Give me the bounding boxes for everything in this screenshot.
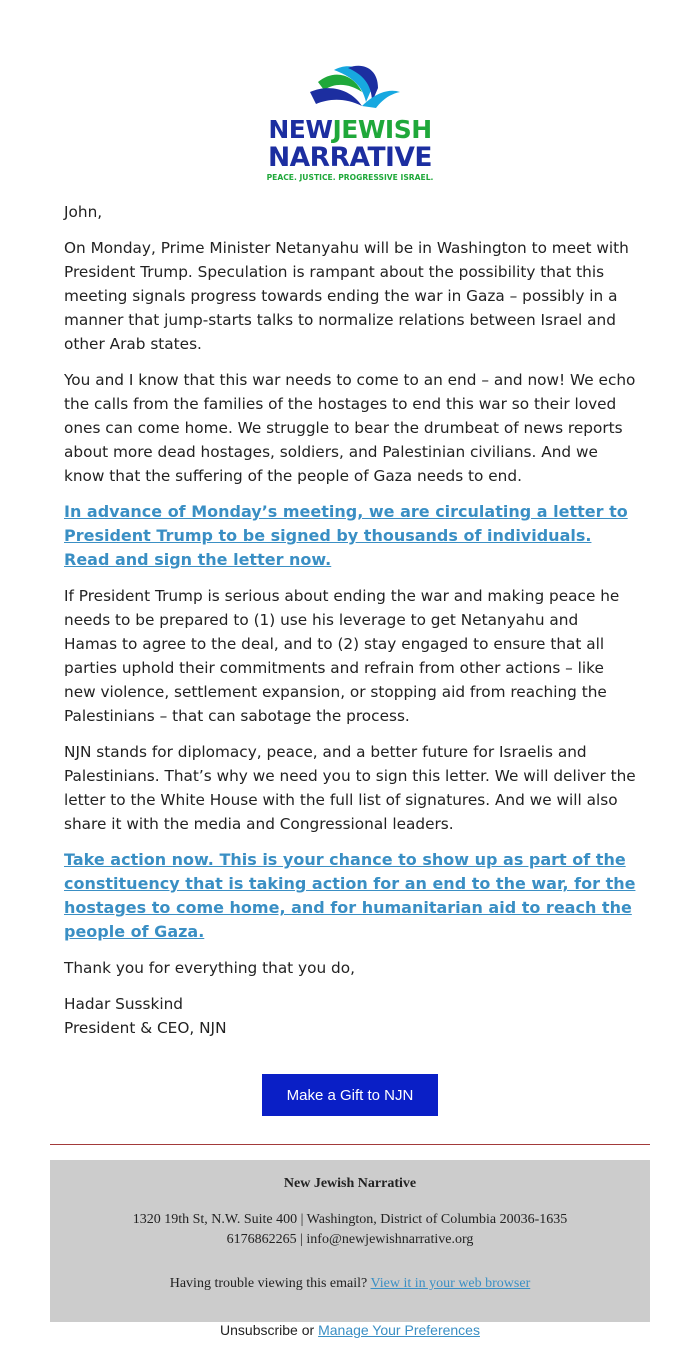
unsubscribe-link[interactable]: Unsubscribe: [220, 1322, 298, 1338]
signer-name: Hadar Susskind: [64, 995, 183, 1013]
logo: [0, 62, 700, 186]
logo-jewish: JEWISH: [332, 115, 432, 144]
logo-line1: [268, 115, 431, 144]
take-action-link[interactable]: Take action now. This is your chance to show up as part of the constituency that is taking action for an end to the war, for the hostages to come home, and for humanitarian aid to reach the people of Gaza.: [64, 850, 636, 941]
sign-letter-link[interactable]: In advance of Monday’s meeting, we are circulating a letter to President Trump to be signed by thousands of individuals. Read and sign the letter now.: [64, 502, 628, 569]
view-in-browser-link[interactable]: View it in your web browser: [370, 1276, 531, 1291]
footer-trouble: [50, 1276, 650, 1292]
signer-title: President & CEO, NJN: [64, 1019, 227, 1037]
logo-narrative: NARRATIVE: [268, 142, 432, 173]
paragraph-4: NJN stands for diplomacy, peace, and a better future for Israelis and Palestinians. That’s why we need you to sign this letter. We will deliver the letter to the White House with the full list of signatures. And we will also share it with the media and Congressional leaders.: [64, 743, 636, 833]
divider: [50, 1144, 650, 1145]
email-body: [64, 200, 636, 1052]
footer-address: 1320 19th St, N.W. Suite 400 | Washington, District of Columbia 20036-1635: [132, 1212, 568, 1227]
footer-org-name: New Jewish Narrative: [283, 1176, 417, 1191]
dove-icon: [310, 66, 400, 108]
paragraph-3: If President Trump is serious about ending the war and making peace he needs to be prepared to (1) use his leverage to get Netanyahu and Hamas to agree to the deal, and to (2) stay engaged to ensure that all parties uphold their commitments and refrain from other actions – like new violence, settlement expansion, or stopping aid from reaching the Palestinians – that can sabotage the process.: [64, 587, 620, 725]
greeting: John,: [64, 203, 103, 221]
footer-address-block: [50, 1210, 650, 1250]
footer-contact: 6176862265 | info@newjewishnarrative.org: [226, 1232, 474, 1247]
signature: [64, 992, 636, 1040]
manage-preferences-link[interactable]: Manage Your Preferences: [318, 1322, 480, 1338]
logo-graphic: [250, 62, 450, 186]
logo-new: NEW: [268, 115, 333, 144]
paragraph-2: You and I know that this war needs to come to an end – and now! We echo the calls from the families of the hostages to end this war so their loved ones can come home. We struggle to bear the drumbeat of news reports about more dead hostages, soldiers, and Palestinian civilians. And we know that the suffering of the people of Gaza needs to end.: [64, 371, 636, 485]
closing: Thank you for everything that you do,: [64, 959, 355, 977]
logo-tagline: PEACE. JUSTICE. PROGRESSIVE ISRAEL.: [266, 173, 434, 182]
unsubscribe-block: [0, 1322, 700, 1338]
unsubscribe-or: or: [301, 1322, 315, 1338]
donate-button[interactable]: Make a Gift to NJN: [262, 1074, 438, 1116]
trouble-text: Having trouble viewing this email?: [169, 1276, 368, 1291]
paragraph-1: On Monday, Prime Minister Netanyahu will be in Washington to meet with President Trump. Speculation is rampant about the possibility that this meeting signals progress towards ending the war in Gaza – possibly in a manner that jump-starts talks to normalize relations between Israel and other Arab states.: [64, 239, 629, 353]
footer: [50, 1160, 650, 1322]
